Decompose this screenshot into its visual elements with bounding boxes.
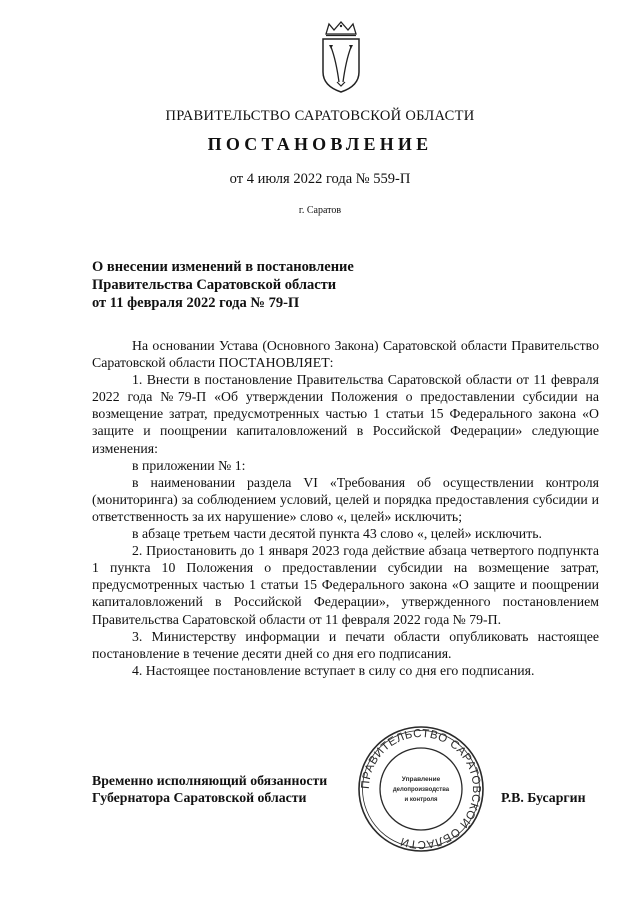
document-date-number: от 4 июля 2022 года № 559-П bbox=[229, 171, 411, 187]
body-paragraph: в приложении № 1: bbox=[132, 457, 246, 473]
body-paragraph: 2. Приостановить до 1 января 2023 года действие абзаца четвертого подпункта 1 пункта 10 Положения о предоставлении субсидии на возмещение затрат, предусмотренных частью 1 статьи 15 Федерального закона «О защите и поощрении капиталовложений в Российской Федерации», утвержденного постановлением Правительства Саратовской области от 11 февраля 2022 года № 79-П. bbox=[92, 543, 599, 627]
signatory-position bbox=[92, 772, 327, 806]
document-type-title: ПОСТАНОВЛЕНИЕ bbox=[207, 134, 433, 154]
body-paragraph: 4. Настоящее постановление вступает в силу со дня его подписания. bbox=[132, 662, 535, 678]
body-paragraph: На основании Устава (Основного Закона) Саратовской области Правительство Саратовской области ПОСТАНОВЛЯЕТ: bbox=[92, 338, 599, 371]
signatory-name: Р.В. Бусаргин bbox=[501, 790, 586, 805]
stamp-outer-text: ПРАВИТЕЛЬСТВО САРАТОВСКОЙ ОБЛАСТИ bbox=[359, 727, 483, 851]
subject-line: от 11 февраля 2022 года № 79-П bbox=[92, 295, 300, 311]
saratov-coat-of-arms-icon bbox=[318, 20, 364, 96]
body-paragraph: в абзаце третьем части десятой пункта 43 слово «, целей» исключить. bbox=[132, 526, 542, 542]
official-seal-stamp bbox=[356, 724, 486, 854]
stamp-inner-line: делопроизводства bbox=[392, 787, 450, 793]
stamp-inner-line: и контроля bbox=[404, 797, 438, 803]
subject-line: Правительства Саратовской области bbox=[92, 277, 337, 293]
signatory-position-line: Губернатора Саратовской области bbox=[92, 790, 307, 805]
body-paragraph: в наименовании раздела VI «Требования об осуществлении контроля (мониторинга) за соблюдением условий, целей и порядка предоставления субсидии и ответственность за их нарушение» слово «, целей» исключить; bbox=[92, 474, 599, 524]
body-paragraph: 3. Министерству информации и печати области опубликовать настоящее постановление в течение десяти дней со дня его подписания. bbox=[92, 628, 599, 661]
document-city: г. Саратов bbox=[298, 205, 342, 216]
government-name: ПРАВИТЕЛЬСТВО САРАТОВСКОЙ ОБЛАСТИ bbox=[165, 108, 475, 124]
document-subject bbox=[92, 258, 412, 312]
subject-line: О внесении изменений в постановление bbox=[92, 259, 354, 275]
body-paragraph: 1. Внести в постановление Правительства Саратовской области от 11 февраля 2022 года №79-П «Об утверждении Положения о предоставлении субсидии на возмещение затрат, предусмотренных частью 1 статьи 15 Федерального закона «О защите и поощрении капиталовложений в Российской Федерации» следующие изменения: bbox=[92, 372, 599, 456]
stamp-inner-line: Управление bbox=[401, 776, 441, 783]
signatory-position-line: Временно исполняющий обязанности bbox=[92, 773, 328, 788]
document-body bbox=[92, 337, 599, 679]
